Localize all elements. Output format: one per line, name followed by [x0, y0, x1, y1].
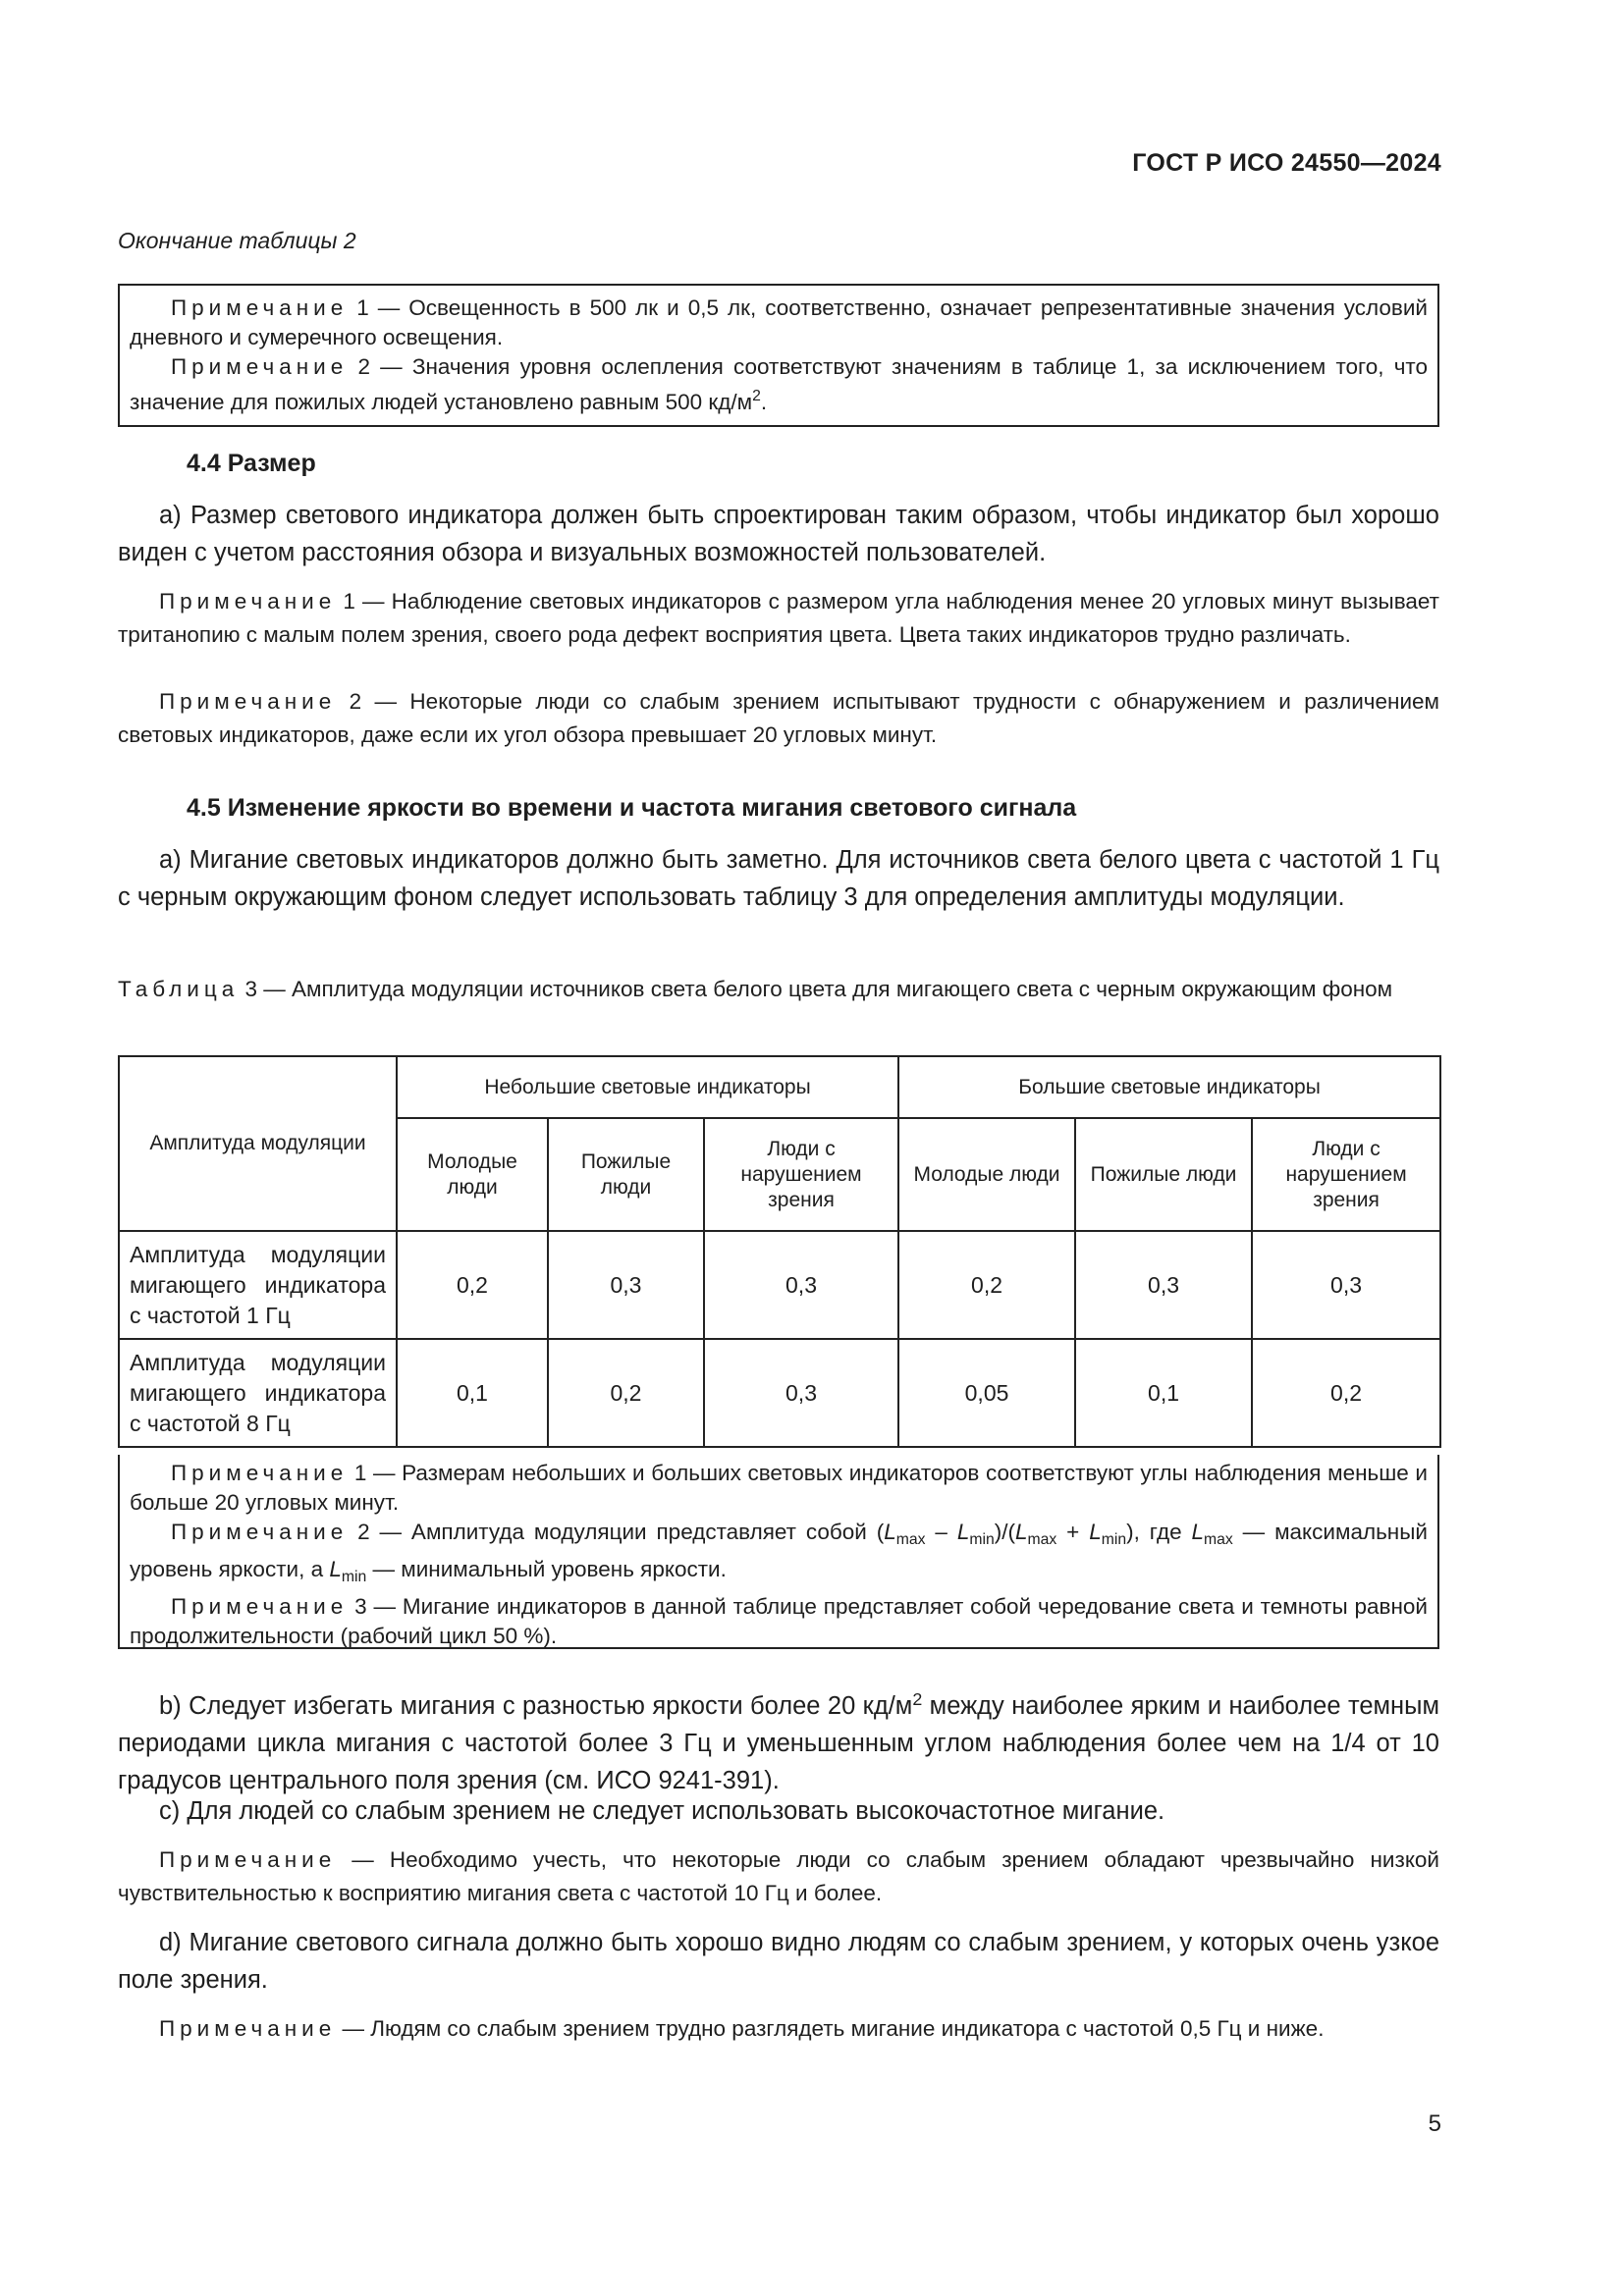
table3-group-large: Большие световые индикаторы: [898, 1056, 1440, 1118]
superscript: 2: [912, 1689, 923, 1709]
table3-row-label: Амплитуда модуляции мигающего индикатора с частотой 8 Гц: [119, 1339, 397, 1447]
para-text: b) Следует избегать мигания с разностью яркости более 20 кд/м: [159, 1692, 913, 1720]
note-label: Примечание: [159, 2016, 337, 2041]
table3-row-label: Амплитуда модуляции мигающего индикатора с частотой 1 Гц: [119, 1231, 397, 1339]
note-text: — Людям со слабым зрением трудно разглядеть мигание индикатора с частотой 0,5 Гц и ниже.: [336, 2016, 1325, 2041]
note-text: 2 — Значения уровня ослепления соответствуют значениям в таблице 1, за исключением того, что значение для пожилых людей установлено равным 500 кд/м: [130, 354, 1428, 414]
section-4-5-note-c: [118, 1843, 1439, 1910]
table-continuation-label: Окончание таблицы 2: [118, 228, 356, 253]
note-text: 3 — Мигание индикаторов в данной таблице представляет собой чередование света и темноты равной продолжительности (рабочий цикл 50 %).: [130, 1594, 1428, 1648]
table3-col-young-small: Молодые люди: [397, 1118, 548, 1231]
table-cell: 0,2: [1252, 1339, 1440, 1447]
table-cell: 0,1: [397, 1339, 548, 1447]
table3-col-impaired-large: Люди с нарушением зрения: [1252, 1118, 1440, 1231]
caption-label: Таблица: [118, 977, 240, 1001]
table-cell: 0,05: [898, 1339, 1075, 1447]
section-4-5-para-b: [118, 1681, 1439, 1799]
note-text: 2 — Амплитуда модуляции представляет собой (: [348, 1520, 885, 1544]
section-4-5-heading: 4.5 Изменение яркости во времени и частота мигания светового сигнала: [187, 794, 1077, 822]
subscript: max: [895, 1531, 926, 1548]
table-cell: 0,1: [1075, 1339, 1252, 1447]
table3-col-elderly-small: Пожилые люди: [548, 1118, 704, 1231]
table-cell: 0,3: [1252, 1231, 1440, 1339]
subscript: max: [1204, 1531, 1233, 1548]
note-label: Примечание: [159, 1847, 337, 1872]
superscript: 2: [752, 388, 761, 404]
para-text: между наиболее ярким и наиболее темным периодами цикла мигания с частотой более 3 Гц и уменьшенным углом наблюдения более чем на 1/4 от 10 градусов центрального поля зрения (см. ИСО 9241-391).: [118, 1692, 1439, 1794]
var-l: L: [1015, 1520, 1028, 1544]
note-text: 1 — Освещенность в 500 лк и 0,5 лк, соответственно, означает репрезентативные значения условий дневного и сумеречного освещения.: [130, 295, 1428, 349]
table-cell: 0,3: [548, 1231, 704, 1339]
table3-col-impaired-small: Люди с нарушением зрения: [704, 1118, 898, 1231]
table3-caption: [118, 974, 1439, 1005]
section-4-4-para-a: a) Размер светового индикатора должен быть спроектирован таким образом, чтобы индикатор был хорошо виден с учетом расстояния обзора и визуальных возможностей пользователей.: [118, 502, 1439, 566]
table3-row-header: Амплитуда модуляции: [119, 1056, 397, 1231]
note-text: )/(: [994, 1520, 1015, 1544]
section-4-5-para-c: c) Для людей со слабым зрением не следует использовать высокочастотное мигание.: [159, 1797, 1165, 1825]
section-4-4-heading: 4.4 Размер: [187, 450, 316, 477]
table-cell: 0,2: [548, 1339, 704, 1447]
caption-text: 3 — Амплитуда модуляции источников света белого цвета для мигающего света с черным окружающим фоном: [239, 977, 1393, 1001]
note-text: ), где: [1126, 1520, 1192, 1544]
note-tail: .: [760, 390, 768, 414]
table-row: [119, 1231, 1440, 1339]
table3-col-young-large: Молодые люди: [898, 1118, 1075, 1231]
note-text: 1 — Размерам небольших и больших световых индикаторов соответствуют углы наблюдения меньше и больше 20 угловых минут.: [130, 1461, 1428, 1515]
var-l: L: [956, 1520, 970, 1544]
page-number: 5: [1428, 2110, 1441, 2137]
note-label: Примечание: [171, 1520, 349, 1544]
table-row: [119, 1339, 1440, 1447]
table3-col-elderly-large: Пожилые люди: [1075, 1118, 1252, 1231]
table3-notes-box: [118, 1455, 1439, 1649]
table3-note-1: [130, 1459, 1428, 1518]
table3: [118, 1055, 1441, 1448]
table-cell: 0,2: [397, 1231, 548, 1339]
var-l: L: [884, 1520, 896, 1544]
subscript: max: [1027, 1531, 1057, 1548]
note-label: Примечание: [171, 295, 349, 320]
table-cell: 0,3: [704, 1339, 898, 1447]
section-4-4-note-1: [118, 585, 1439, 652]
note-text: 1 — Наблюдение световых индикаторов с размером угла наблюдения менее 20 угловых минут вызывает тританопию с малым полем зрения, своего рода дефект восприятия цвета. Цвета таких индикаторов трудно различать.: [118, 589, 1439, 647]
var-l: L: [1191, 1520, 1205, 1544]
var-l: L: [1089, 1520, 1102, 1544]
note-label: Примечание: [159, 689, 337, 714]
table-cell: 0,3: [1075, 1231, 1252, 1339]
section-4-4-note-2: [118, 685, 1439, 752]
subscript: min: [1101, 1531, 1127, 1548]
subscript: min: [969, 1531, 995, 1548]
note-text: — минимальный уровень яркости.: [366, 1557, 727, 1581]
table2-notes-box: [118, 284, 1439, 427]
note-text: — Необходимо учесть, что некоторые люди со слабым зрением обладают чрезвычайно низкой чувствительностью к восприятию мигания света с частотой 10 Гц и более.: [118, 1847, 1439, 1905]
section-4-5-para-d: d) Мигание светового сигнала должно быть хорошо видно людям со слабым зрением, у которых очень узкое поле зрения.: [118, 1929, 1439, 1994]
table-cell: 0,2: [898, 1231, 1075, 1339]
table3-group-header-row: [119, 1056, 1440, 1118]
note-text: 2 — Некоторые люди со слабым зрением испытывают трудности с обнаружением и различением световых индикаторов, даже если их угол обзора превышает 20 угловых минут.: [118, 689, 1439, 747]
section-4-5-para-a: a) Мигание световых индикаторов должно быть заметно. Для источников света белого цвета с частотой 1 Гц с черным окружающим фоном следует использовать таблицу 3 для определения амплитуды модуляции.: [118, 846, 1439, 911]
table2-note-2: [130, 352, 1428, 417]
note-text: — максимальный уровень яркости, а: [130, 1520, 1428, 1581]
table3-group-small: Небольшие световые индикаторы: [397, 1056, 898, 1118]
note-label: Примечание: [171, 354, 349, 379]
table-cell: 0,3: [704, 1231, 898, 1339]
document-id-header: ГОСТ Р ИСО 24550—2024: [1132, 149, 1441, 177]
note-text: –: [925, 1520, 957, 1544]
note-label: Примечание: [159, 589, 337, 614]
table3-note-3: [130, 1592, 1428, 1651]
var-l: L: [329, 1557, 342, 1581]
note-text: +: [1056, 1520, 1090, 1544]
note-label: Примечание: [171, 1594, 349, 1619]
note-label: Примечание: [171, 1461, 349, 1485]
table3-note-2: [130, 1518, 1428, 1592]
subscript: min: [341, 1569, 367, 1585]
section-4-5-note-d: [118, 2012, 1439, 2046]
table2-note-1: [130, 294, 1428, 352]
